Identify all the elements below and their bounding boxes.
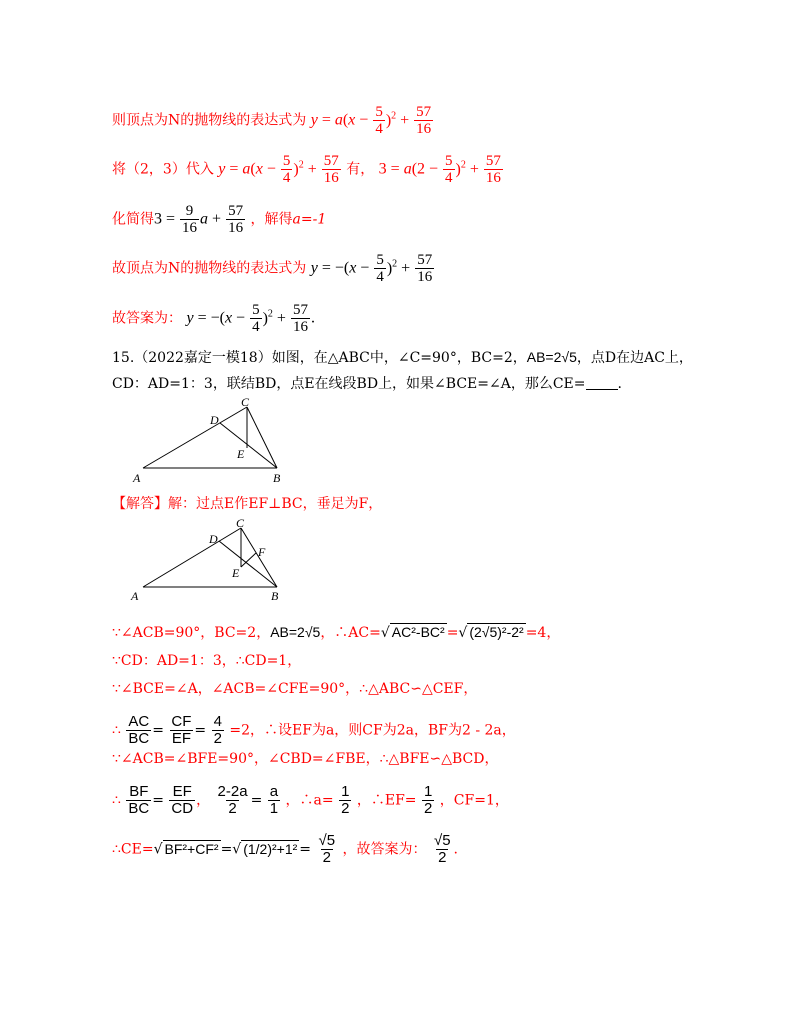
- label-d: D: [209, 532, 218, 546]
- segment-ac: [143, 407, 247, 468]
- segment-bd: [219, 541, 277, 587]
- label-b: B: [271, 589, 279, 602]
- step-4: ∴ $\frac{AC}{BC}$ = $\frac{CF}{EF}$ = $\frac{4}{2}$ =2，∴设EF为a，则CF为2a，BF为2 - 2a，: [112, 713, 516, 747]
- fraction: $\frac{5}{4}$: [375, 104, 383, 137]
- fraction: $\frac{2-2a}{2}$: [217, 783, 248, 817]
- label-e: E: [237, 447, 245, 461]
- fraction: $\frac{a}{1}$: [269, 783, 279, 817]
- label-c: C: [236, 516, 245, 530]
- fraction: $\frac{5}{4}$: [252, 302, 260, 335]
- problem-15-line-1: 15.（2022嘉定一模18）如图，在△ABC中，∠C=90°，BC=2，AB=2√5，点D在边AC上，: [112, 349, 693, 366]
- problem-15-line-2: CD：AD=1：3，联结BD，点E在线段BD上，如果∠BCE=∠A，那么CE= .: [112, 376, 622, 392]
- label-a: A: [133, 471, 141, 485]
- solution-line-3: 化简得3 = $\frac{9}{16}$ a + $\frac{57}{16}$ ，解得a=-1: [112, 203, 327, 236]
- answer-blank: [586, 375, 618, 390]
- label-d: D: [210, 413, 219, 427]
- segment-cb: [247, 407, 277, 468]
- triangle-figure-2: [125, 516, 290, 602]
- solution-line-2: 将（2，3）代入 y = a(x − $\frac{5}{4}$ )$^2$ + $\frac{57}{16}$ 有， 3 = a(2 − $\frac{5}{4}$ )$^2$ + $\frac{57}{16}$: [112, 153, 501, 186]
- fraction: $\frac{1}{2}$: [424, 783, 433, 817]
- fraction: $\frac{EF}{CD}$: [171, 783, 194, 817]
- fraction: $\frac{5}{4}$: [376, 252, 384, 285]
- label-c: C: [241, 396, 250, 409]
- fraction: $\frac{57}{16}$: [417, 252, 433, 285]
- step-3: ∵∠BCE=∠A，∠ACB=∠CFE=90°，∴△ABC∽△CEF，: [112, 681, 478, 697]
- label-b: B: [273, 471, 281, 485]
- answer-intro: 【解答】解：过点E作EF⊥BC，垂足为F，: [112, 496, 383, 512]
- fraction: $\frac{1}{2}$: [341, 783, 350, 817]
- segment-bd: [220, 423, 277, 468]
- fraction: $\frac{57}{16}$: [228, 203, 244, 236]
- label-e: E: [232, 566, 240, 580]
- fraction: $\frac{4}{2}$: [213, 713, 222, 747]
- problem-source: （2022嘉定一模18）: [134, 350, 272, 366]
- fraction: $\frac{57}{16}$: [292, 302, 308, 335]
- label-a: A: [131, 589, 139, 602]
- fraction: $\frac{57}{16}$: [485, 153, 501, 186]
- fraction: $\frac{9}{16}$: [182, 203, 198, 236]
- segment-ac: [143, 528, 241, 587]
- fraction: $\frac{5}{4}$: [445, 153, 453, 186]
- solution-line-1: 则顶点为N的抛物线的表达式为 y = a(x − $\frac{5}{4}$ )$^2$ + $\frac{57}{16}$: [112, 104, 432, 137]
- fraction: $\frac{√5}{2}$: [318, 832, 336, 866]
- fraction: $\frac{57}{16}$: [416, 104, 432, 137]
- triangle-figure-1: [125, 396, 290, 486]
- fraction: $\frac{BF}{BC}$: [128, 783, 150, 817]
- step-2: ∵CD：AD=1：3，∴CD=1，: [112, 653, 302, 669]
- step-7: ∴CE=√ BF²+CF² =√ (1/2)²+1² = $\frac{√5}{2}$ ，故答案为： $\frac{√5}{2}$ .: [112, 832, 458, 866]
- fraction: $\frac{AC}{BC}$: [128, 713, 150, 747]
- solution-line-4: 故顶点为N的抛物线的表达式为 y = −(x − $\frac{5}{4}$ )$^2$ + $\frac{57}{16}$: [112, 252, 433, 285]
- step-1: ∵∠ACB=90°，BC=2，AB=2√5，∴AC=√ AC²-BC² =√ (2√5)²-2² =4，: [112, 624, 561, 641]
- fraction: $\frac{√5}{2}$: [433, 832, 451, 866]
- step-6: ∴ $\frac{BF}{BC}$ = $\frac{EF}{CD}$ ， $\frac{2-2a}{2}$ = $\frac{a}{1}$ ，∴a= $\frac{1}{2}$ ，∴EF= $\frac{1}{2}$ ，CF=1，: [112, 783, 509, 817]
- answer-heading: 【解答】: [112, 496, 168, 512]
- fraction: $\frac{57}{16}$: [323, 153, 339, 186]
- step-5: ∵∠ACB=∠BFE=90°，∠CBD=∠FBE，∴△BFE∽△BCD，: [112, 751, 499, 767]
- label-f: F: [258, 545, 266, 559]
- fraction: $\frac{5}{4}$: [282, 153, 291, 186]
- solution-line-5: 故答案为： y = −(x − $\frac{5}{4}$ )$^2$ + $\frac{57}{16}$ .: [112, 302, 315, 335]
- problem-number: 15.: [112, 350, 135, 366]
- fraction: $\frac{CF}{EF}$: [171, 713, 192, 747]
